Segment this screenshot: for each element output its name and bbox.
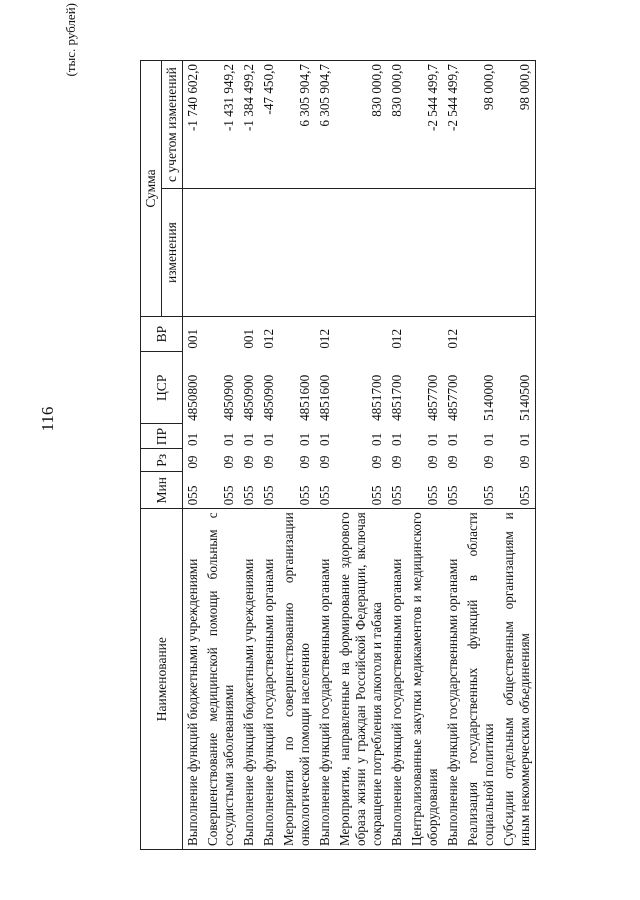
row-csr: 4850900 (241, 374, 256, 421)
header-change: изменения (162, 189, 183, 317)
row-csr: 5140000 (481, 374, 496, 421)
row-rz: 09 (261, 455, 276, 469)
row-csr: 4850800 (185, 374, 200, 421)
header-csr: ЦСР (141, 352, 183, 424)
row-total: 830 000,0 (387, 61, 407, 189)
row-change (443, 189, 463, 317)
row-total: -47 450,0 (259, 61, 279, 189)
row-pr: 01 (481, 432, 496, 446)
row-vr (499, 317, 536, 352)
header-with-changes: с учетом изменений (162, 61, 183, 189)
row-name: Выполнение функций бюджетными учреждениями (239, 509, 259, 850)
row-min: 055 (185, 485, 200, 506)
row-name: Централизованные закупки медикаментов и медицинского оборудования (407, 509, 443, 850)
row-vr (279, 317, 315, 352)
table-row (239, 61, 259, 850)
row-csr: 4851600 (317, 374, 332, 421)
row-change (183, 189, 204, 317)
row-change (259, 189, 279, 317)
row-pr: 01 (369, 432, 384, 446)
header-pr: ПР (141, 424, 183, 449)
table-row (259, 61, 279, 850)
row-name: Совершенствование медицинской помощи больным с сосудистыми заболеваниями (203, 509, 239, 850)
header-vr: ВР (141, 317, 183, 352)
row-total: 98 000,0 (463, 61, 499, 189)
row-rz: 09 (425, 455, 440, 469)
row-name: Мероприятия, направленные на формирование здорового образа жизни у граждан Российской Федерации, включая сокращение потребления алкоголя и табака (335, 509, 387, 850)
table-row (183, 61, 204, 850)
row-csr: 5140500 (499, 352, 536, 424)
row-name: Выполнение функций бюджетными учреждениями (183, 509, 204, 850)
row-rz: 09 (369, 455, 384, 469)
row-csr: 4850900 (261, 374, 276, 421)
row-pr: 01 (499, 424, 536, 449)
row-rz: 09 (317, 455, 332, 469)
header-min: Мин (141, 472, 183, 509)
header-sum: Сумма (141, 61, 162, 317)
row-csr: 4857700 (445, 374, 460, 421)
row-rz: 09 (241, 455, 256, 469)
table-row (499, 61, 536, 850)
row-change (407, 189, 443, 317)
row-csr: 4851700 (369, 374, 384, 421)
header-rz: Рз (141, 449, 183, 472)
row-min: 055 (317, 485, 332, 506)
row-vr: 012 (389, 328, 404, 349)
budget-table (140, 60, 536, 850)
row-change (463, 189, 499, 317)
row-change (499, 189, 536, 317)
row-change (315, 189, 335, 317)
row-name: Выполнение функций государственными органами (259, 509, 279, 850)
row-min: 055 (369, 485, 384, 506)
row-name: Выполнение функций государственными органами (387, 509, 407, 850)
row-rz: 09 (389, 455, 404, 469)
row-pr: 01 (185, 432, 200, 446)
row-min: 055 (425, 485, 440, 506)
row-rz: 09 (499, 449, 536, 472)
row-pr: 01 (445, 432, 460, 446)
row-total: 830 000,0 (335, 61, 387, 189)
row-min: 055 (481, 485, 496, 506)
row-rz: 09 (221, 455, 236, 469)
row-total: -2 544 499,7 (407, 61, 443, 189)
row-vr: 001 (185, 328, 200, 349)
row-total: -1 431 949,2 (203, 61, 239, 189)
row-min: 055 (297, 485, 312, 506)
row-vr (335, 317, 387, 352)
row-min: 055 (499, 472, 536, 509)
row-change (239, 189, 259, 317)
row-name: Выполнение функций государственными органами (315, 509, 335, 850)
row-vr: 012 (317, 328, 332, 349)
table-body (183, 61, 536, 850)
row-pr: 01 (317, 432, 332, 446)
row-csr: 4850900 (221, 374, 236, 421)
row-total: -1 740 602,0 (183, 61, 204, 189)
row-vr (203, 317, 239, 352)
budget-table-container (140, 60, 570, 850)
table-row (443, 61, 463, 850)
row-vr (463, 317, 499, 352)
row-min: 055 (241, 485, 256, 506)
row-total: -2 544 499,7 (443, 61, 463, 189)
row-change (335, 189, 387, 317)
row-total: 98 000,0 (499, 61, 536, 189)
table-row (387, 61, 407, 850)
row-pr: 01 (389, 432, 404, 446)
row-change (203, 189, 239, 317)
row-total: 6 305 904,7 (279, 61, 315, 189)
row-name: Реализация государственных функций в области социальной политики (463, 509, 499, 850)
row-name: Мероприятия по совершенствованию организации онкологической помощи населению (279, 509, 315, 850)
row-rz: 09 (481, 455, 496, 469)
row-vr: 001 (241, 328, 256, 349)
row-total: -1 384 499,2 (239, 61, 259, 189)
row-vr: 012 (261, 328, 276, 349)
row-vr (407, 317, 443, 352)
row-min: 055 (445, 485, 460, 506)
row-rz: 09 (297, 455, 312, 469)
row-csr: 4851700 (389, 374, 404, 421)
row-min: 055 (389, 485, 404, 506)
row-pr: 01 (221, 432, 236, 446)
row-pr: 01 (241, 432, 256, 446)
row-pr: 01 (297, 432, 312, 446)
row-csr: 4851600 (297, 374, 312, 421)
row-change (387, 189, 407, 317)
row-change (279, 189, 315, 317)
row-name: Выполнение функций государственными органами (443, 509, 463, 850)
row-total: 6 305 904,7 (315, 61, 335, 189)
table-row (315, 61, 335, 850)
row-vr: 012 (445, 328, 460, 349)
row-pr: 01 (425, 432, 440, 446)
header-name: Наименование (141, 509, 183, 850)
table-row (279, 61, 315, 850)
row-pr: 01 (261, 432, 276, 446)
table-row (335, 61, 387, 850)
page-number: 116 (38, 406, 57, 432)
units-note: (тыс. рублей) (63, 3, 78, 77)
row-csr: 4857700 (425, 374, 440, 421)
table-row (463, 61, 499, 850)
row-rz: 09 (445, 455, 460, 469)
table-row (407, 61, 443, 850)
row-name: Субсидии отдельным общественным организациям и иным некоммерческим объединениям (499, 509, 536, 850)
row-rz: 09 (185, 455, 200, 469)
row-min: 055 (261, 485, 276, 506)
table-row (203, 61, 239, 850)
row-min: 055 (221, 485, 236, 506)
